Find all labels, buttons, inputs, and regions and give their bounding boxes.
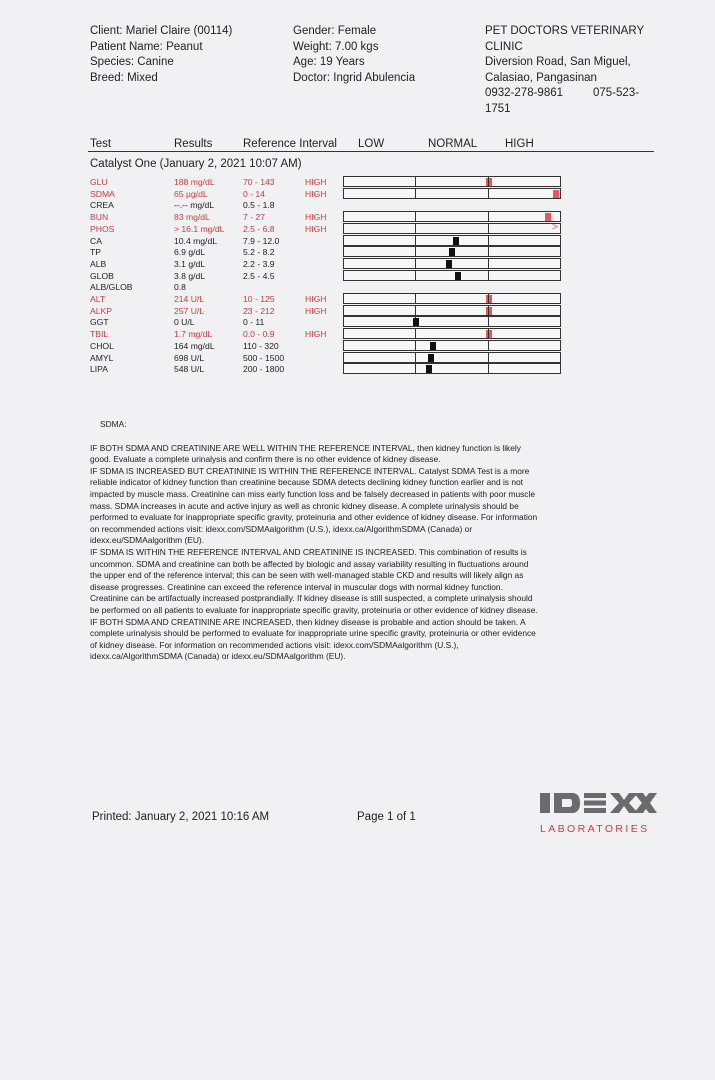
reference-interval: 2.5 - 6.8: [243, 223, 275, 234]
result-marker: [413, 318, 419, 326]
test-name: GLU: [90, 177, 108, 187]
test-name: ALB: [90, 258, 107, 269]
result-marker: [453, 237, 459, 245]
reference-interval: 500 - 1500: [243, 352, 285, 363]
weight-line: Weight: 7.00 kgs: [293, 40, 379, 53]
result-row-crea: [0, 199, 715, 211]
range-bar: [343, 270, 561, 281]
test-name: TBIL: [90, 329, 109, 340]
test-result: 1.7 mg/dL: [174, 329, 213, 340]
notes-paragraph: IF SDMA IS WITHIN THE REFERENCE INTERVAL AND CREATININE IS INCREASED. This combination of results is uncommon. SDMA and creatinine can both be affected by biologic and assay variability resulting in fluctuations around the upper end of the reference interval; this can be seen with well-managed stable CKD and results will likely align as disease progresses. Creatinine can exceed the reference interval in muscular dogs with normal kidney function. Creatinine can be artifactually increased postprandially. If kidney disease is still suspected, a complete urinalysis should be performed on all patients to evaluate for inappropriate specific gravity, proteinuria or other evidence of kidney disease.: [90, 546, 538, 615]
species-line: Species: Canine: [90, 56, 174, 68]
reference-interval: 5.2 - 8.2: [243, 247, 275, 258]
result-row-chol: [0, 340, 715, 352]
test-name: TP: [90, 247, 101, 258]
result-row-alt: [0, 293, 715, 305]
result-row-amyl: [0, 352, 715, 364]
test-result: 548 U/L: [174, 364, 205, 375]
range-bar: [343, 293, 561, 304]
reference-interval: 200 - 1800: [243, 364, 285, 375]
test-result: 65 µg/dL: [174, 188, 208, 199]
result-row-sdma: [0, 188, 715, 200]
reference-interval: 70 - 143: [243, 177, 275, 187]
doctor-line: Doctor: Ingrid Abulencia: [293, 71, 416, 84]
reference-interval: 0 - 11: [243, 317, 265, 328]
result-row-glob: [0, 270, 715, 282]
col-normal: NORMAL: [428, 138, 478, 150]
reference-interval: 0 - 14: [243, 188, 265, 199]
idexx-logo-sub: LABORATORIES: [540, 823, 650, 835]
flag: HIGH: [305, 177, 327, 187]
range-bar: [343, 211, 561, 222]
result-marker: [446, 260, 452, 268]
client-line: Client: Mariel Claire (00114): [90, 25, 233, 37]
clinic-name-2: CLINIC: [485, 40, 523, 53]
test-result: 0 U/L: [174, 317, 195, 328]
reference-interval: 0.5 - 1.8: [243, 200, 275, 211]
result-marker: [430, 342, 436, 350]
flag: HIGH: [305, 329, 327, 340]
test-result: 164 mg/dL: [174, 340, 215, 351]
age-line: Age: 19 Years: [293, 56, 365, 68]
flag: HIGH: [305, 223, 327, 234]
result-marker: [428, 354, 434, 362]
notes-paragraph: IF BOTH SDMA AND CREATININE ARE WELL WITHIN THE REFERENCE INTERVAL, then kidney function is likely good. Evaluate a complete urinalysis and confirm there is no other evidence of kidney disease.: [90, 442, 521, 465]
reference-interval: 2.2 - 3.9: [243, 258, 275, 269]
breed-line: Breed: Mixed: [90, 71, 158, 84]
result-row-tp: [0, 246, 715, 258]
result-row-tbil: [0, 328, 715, 340]
range-bar: [343, 328, 561, 339]
flag: HIGH: [305, 212, 327, 223]
reference-interval: 7 - 27: [243, 212, 265, 223]
reference-interval: 23 - 212: [243, 305, 275, 316]
result-marker: [455, 272, 461, 280]
reference-interval: 10 - 125: [243, 294, 275, 304]
clinic-info: [485, 24, 655, 117]
result-row-alb: [0, 258, 715, 270]
result-row-alkp: [0, 305, 715, 317]
out-of-range-arrow-icon: >: [552, 221, 558, 233]
result-row-alb-glob: [0, 281, 715, 293]
patient-details: [293, 24, 415, 86]
range-bar: [343, 258, 561, 269]
test-result: --.-- mg/dL: [174, 200, 215, 211]
notes-title: SDMA:: [100, 419, 127, 429]
printed-date: Printed: January 2, 2021 10:16 AM: [92, 811, 270, 823]
test-name: ALKP: [90, 305, 112, 316]
idexx-logo: [538, 790, 658, 835]
clinic-address-2: Calasiao, Pangasinan: [485, 71, 597, 84]
result-marker: [486, 307, 492, 315]
patient-info: [90, 24, 232, 86]
test-name: LIPA: [90, 364, 108, 375]
clinic-address-1: Diversion Road, San Miguel,: [485, 56, 631, 68]
notes-paragraph: IF SDMA IS INCREASED BUT CREATININE IS WITHIN THE REFERENCE INTERVAL. Catalyst SDMA Test is a more reliable indicator of kidney function than creatinine because SDMA detects declining kidney function earlier and is not impacted by muscle mass. Creatinine can miss early function loss and be falsely decreased in patients with poor muscle mass. SDMA increases in acute and active injury as well as chronic kidney disease. A complete urinalysis should be performed to evaluate for inappropriate specific gravity, proteinuria and other evidence of kidney disease. For information on recommended actions visit: idexx.com/SDMAalgorithm (U.S.), idexx.ca/AlgorithmSDMA (Canada) or idexx.eu/SDMAalgorithm (EU).: [90, 465, 538, 546]
col-results: Results: [174, 138, 213, 150]
clinic-name: PET DOCTORS VETERINARY: [485, 25, 645, 37]
test-result: 257 U/L: [174, 305, 205, 316]
range-bar: [343, 246, 561, 257]
result-row-bun: [0, 211, 715, 223]
clinic-phone-2-cont: 1751: [485, 102, 511, 115]
range-bar: [343, 176, 561, 187]
result-row-glu: [0, 176, 715, 188]
test-result: 6.9 g/dL: [174, 247, 206, 258]
test-name: CA: [90, 235, 102, 246]
page-number: Page 1 of 1: [357, 811, 416, 823]
test-result: 83 mg/dL: [174, 212, 210, 223]
test-name: CHOL: [90, 340, 114, 351]
range-bar: [343, 340, 561, 351]
clinic-phone-line: [485, 86, 655, 102]
range-bar: [343, 223, 561, 234]
result-marker: [486, 178, 492, 186]
test-result: 3.8 g/dL: [174, 270, 206, 281]
col-test: Test: [90, 138, 112, 150]
result-row-ggt: [0, 316, 715, 328]
flag: HIGH: [305, 305, 327, 316]
range-bar: [343, 188, 561, 199]
test-name: GGT: [90, 317, 109, 328]
gender-line: Gender: Female: [293, 25, 377, 37]
test-result: > 16.1 mg/dL: [174, 223, 225, 234]
range-bar: [343, 235, 561, 246]
notes-paragraph: IF BOTH SDMA AND CREATININE ARE INCREASED, then kidney disease is probable and action should be taken. A complete urinalysis should be performed to evaluate for inappropriate urine specific gravity, proteinuria or other evidence of kidney disease. For information on recommended actions visit: idexx.com/SDMAalgorithm (U.S.), idexx.ca/AlgorithmSDMA (Canada) or idexx.eu/SDMAalgorithm (EU).: [90, 616, 536, 662]
range-bar: [343, 363, 561, 374]
test-result: 3.1 g/dL: [174, 258, 206, 269]
test-name: AMYL: [90, 352, 114, 363]
test-name: GLOB: [90, 270, 114, 281]
result-marker: [486, 330, 492, 338]
test-name: SDMA: [90, 188, 115, 199]
patient-line: Patient Name: Peanut: [90, 40, 203, 53]
test-result: 698 U/L: [174, 352, 205, 363]
test-result: 214 U/L: [174, 294, 205, 304]
result-row-phos: [0, 223, 715, 235]
reference-interval: 110 - 320: [243, 340, 279, 351]
result-marker: [426, 365, 432, 373]
test-result: 188 mg/dL: [174, 177, 215, 187]
result-marker: [553, 190, 559, 198]
test-name: BUN: [90, 212, 109, 223]
range-bar: [343, 352, 561, 363]
idexx-logo-mark: [538, 790, 658, 816]
result-row-ca: [0, 235, 715, 247]
range-bar: [343, 316, 561, 327]
result-marker: [486, 295, 492, 303]
reference-interval: 7.9 - 12.0: [243, 235, 280, 246]
header-divider: [88, 151, 654, 152]
result-marker: [545, 213, 551, 221]
clinic-phone-2: 075-523-: [593, 87, 640, 99]
test-name: ALB/GLOB: [90, 282, 133, 293]
reference-interval: 0.0 - 0.9: [243, 329, 275, 340]
col-high: HIGH: [505, 138, 534, 150]
test-name: PHOS: [90, 223, 115, 234]
test-name: ALT: [90, 294, 106, 304]
test-name: CREA: [90, 200, 114, 211]
section-title: Catalyst One (January 2, 2021 10:07 AM): [90, 158, 302, 170]
col-low: LOW: [358, 138, 385, 150]
flag: HIGH: [305, 188, 327, 199]
flag: HIGH: [305, 294, 327, 304]
reference-interval: 2.5 - 4.5: [243, 270, 275, 281]
test-result: 10.4 mg/dL: [174, 235, 217, 246]
col-reference: Reference Interval: [243, 138, 337, 150]
clinic-phone-1: 0932-278-9861: [485, 87, 564, 99]
result-marker: [449, 248, 455, 256]
sdma-notes: [90, 419, 540, 663]
test-result: 0.8: [174, 282, 186, 293]
result-row-lipa: [0, 363, 715, 375]
range-bar: [343, 305, 561, 316]
